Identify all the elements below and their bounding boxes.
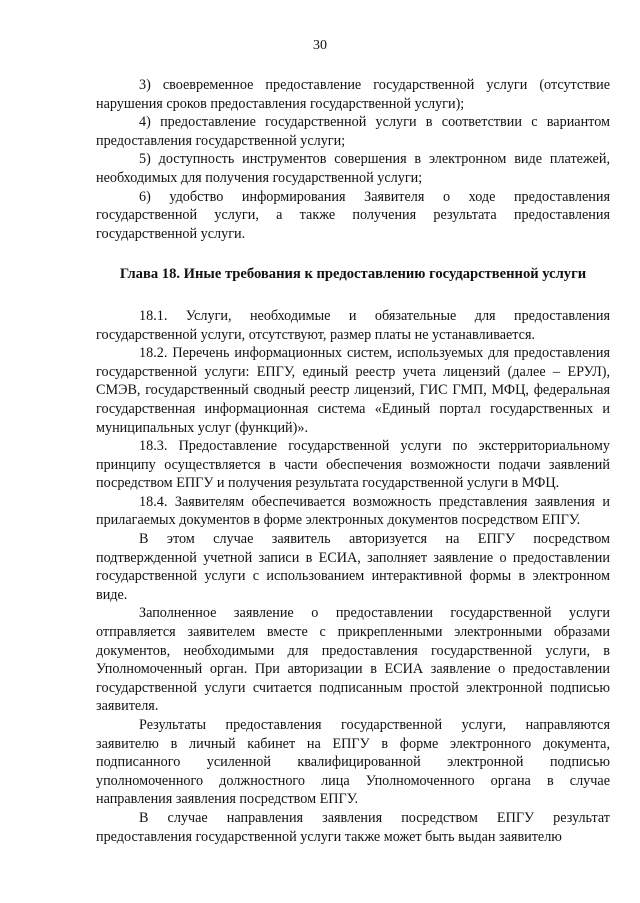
paragraph-18-4: 18.4. Заявителям обеспечивается возможность представления заявления и прилагаемых документов в форме электронных документов посредством ЕПГУ.	[96, 493, 610, 529]
paragraph-filled-application: Заполненное заявление о предоставлении государственной услуги отправляется заявителем вместе с прикрепленными электронными образами документов, необходимыми для предоставления государственной услуги, в Уполномоченный орган. При авторизации в ЕСИА заявление о предоставлении государственной услуги считается подписанным простой электронной подписью заявителя.	[96, 605, 610, 715]
paragraph-18-3: 18.3. Предоставление государственной услуги по экстерриториальному принципу осуществляется в части обеспечения возможности подачи заявлений посредством ЕПГУ и получения результата государственной услуги в МФЦ.	[96, 438, 610, 492]
paragraph-esia-authorization: В этом случае заявитель авторизуется на ЕПГУ посредством подтвержденной учетной записи в ЕСИА, заполняет заявление о предоставлении государственной услуги с использованием интерактивной формы в электронном виде.	[96, 531, 610, 603]
chapter-heading: Глава 18. Иные требования к предоставлению государственной услуги	[119, 266, 587, 283]
paragraph-18-1: 18.1. Услуги, необходимые и обязательные для предоставления государственной услуги, отсутствуют, размер платы не устанавливается.	[96, 307, 610, 343]
list-item-5: 5) доступность инструментов совершения в электронном виде платежей, необходимых для получения государственной услуги;	[96, 151, 610, 186]
list-item-3: 3) своевременное предоставление государственной услуги (отсутствие нарушения сроков предоставления государственной услуги);	[96, 77, 610, 112]
paragraph-18-2: 18.2. Перечень информационных систем, используемых для предоставления государственной услуги: ЕПГУ, единый реестр учета лицензий (далее – ЕРУЛ), СМЭВ, государственный сводный реестр лицензий, ГИС ГМП, МФЦ, федеральная государственная информационная система «Единый портал государственных и муниципальных услуг (функций)».	[96, 345, 610, 436]
paragraph-result-issuance: В случае направления заявления посредством ЕПГУ результат предоставления государственной услуги также может быть выдан заявителю	[96, 809, 610, 845]
list-item-6: 6) удобство информирования Заявителя о ходе предоставления государственной услуги, а также получения результата предоставления государственной услуги.	[96, 188, 610, 242]
list-item-4: 4) предоставление государственной услуги в соответствии с вариантом предоставления государственной услуги;	[96, 114, 610, 149]
paragraph-results: Результаты предоставления государственной услуги, направляются заявителю в личный кабинет на ЕПГУ в форме электронного документа, подписанного усиленной квалифицированной электронной подписью уполномоченного должностного лица Уполномоченного органа в случае направления заявления посредством ЕПГУ.	[96, 717, 610, 808]
document-body	[96, 76, 610, 846]
page-number: 30	[313, 38, 327, 53]
